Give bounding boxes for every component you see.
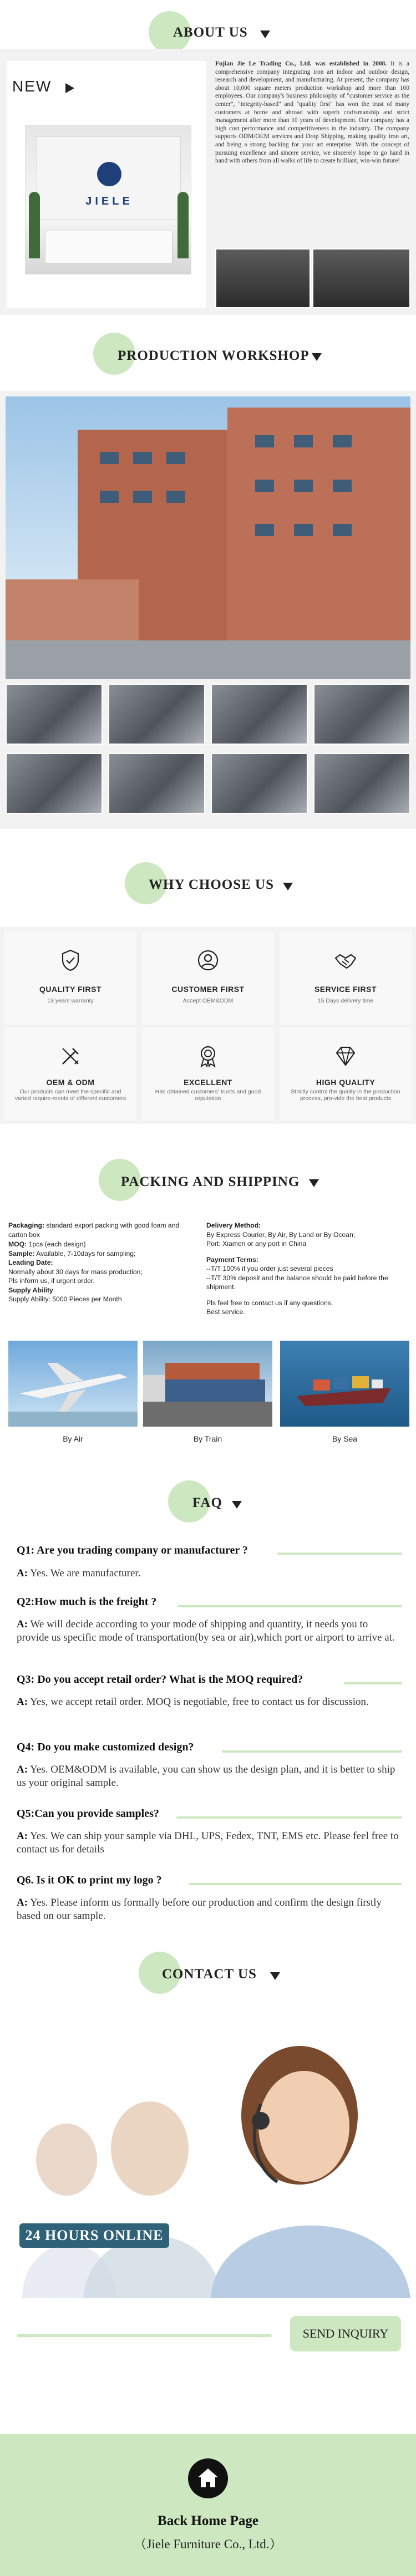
- card-subtitle: Accept OEM&ODM: [182, 997, 234, 1004]
- card-subtitle: Strictly control the quality in the production process, pro-vide the best products: [291, 1088, 400, 1102]
- packaging-label: Packaging:: [8, 1221, 45, 1229]
- faq-answer: [17, 1830, 399, 1856]
- faq-answer: [17, 1763, 399, 1790]
- window: [100, 491, 119, 503]
- section-title: FAQ: [192, 1495, 222, 1510]
- window: [166, 491, 185, 503]
- medal-icon: [196, 1044, 220, 1068]
- supply-value: Supply Ability: 5000 Pieces per Month: [8, 1295, 122, 1303]
- window: [255, 524, 274, 536]
- faq-divider: [344, 1682, 402, 1684]
- answer-text: Yes, we accept retail order. MOQ is negotiable, free to contact us for discussion.: [28, 1696, 369, 1708]
- shipping-sea-photo: [280, 1341, 409, 1427]
- diamond-icon: [333, 1044, 358, 1068]
- online-badge: 24 HOURS ONLINE: [19, 2223, 169, 2248]
- window: [333, 480, 352, 492]
- contact-us-heading: [0, 1952, 416, 2002]
- section-title: CONTACT US: [162, 1967, 257, 1982]
- card-subtitle: 13 years warranty: [47, 997, 94, 1004]
- call-center-photo: [0, 2021, 416, 2298]
- packing-heading: [0, 1159, 416, 1209]
- faq-question: Q3: Do you accept retail order? What is the MOQ required?: [17, 1673, 303, 1686]
- sample-row: [8, 1249, 180, 1259]
- moq-row: [8, 1240, 180, 1249]
- shipping-air-photo: [8, 1341, 138, 1427]
- building-lower: [6, 579, 139, 646]
- feature-card: [4, 1027, 136, 1121]
- user-circle-icon: [196, 948, 220, 973]
- answer-label: A:: [17, 1764, 28, 1775]
- card-title: HIGH QUALITY: [316, 1078, 376, 1087]
- workshop-thumbnail: [6, 684, 103, 745]
- window: [133, 452, 152, 464]
- faq-divider: [176, 1816, 402, 1819]
- caption-by-air: By Air: [63, 1434, 83, 1443]
- faq-heading: [0, 1480, 416, 1530]
- faq-divider: [189, 1883, 402, 1885]
- feature-card: [142, 931, 274, 1025]
- about-description: [215, 60, 409, 165]
- triangle-down-icon: [309, 1179, 319, 1187]
- shipping-train-photo: [143, 1341, 272, 1427]
- answer-label: A:: [17, 1696, 28, 1708]
- delivery-label: Delivery Method:: [206, 1221, 261, 1229]
- payment-value: --T/T 30% deposit and the balance should be paid before the shipment.: [206, 1274, 388, 1291]
- feature-card: [4, 931, 136, 1025]
- company-logo-text: JIELE: [85, 195, 133, 207]
- footer-panel: [0, 2434, 416, 2576]
- back-home-button[interactable]: [188, 2458, 228, 2498]
- feature-card: [142, 1027, 274, 1121]
- card-subtitle: Has obtained customers' trusts and good reputation: [155, 1088, 261, 1102]
- office-photo: [312, 248, 410, 308]
- workshop-thumbnail: [108, 753, 205, 814]
- back-home-link[interactable]: Back Home Page: [158, 2513, 258, 2528]
- reception-desk: [45, 231, 173, 264]
- caption-by-train: By Train: [193, 1434, 222, 1443]
- window: [333, 435, 352, 447]
- tools-icon: [58, 1044, 83, 1068]
- office-photo: [215, 248, 311, 308]
- triangle-down-icon: [312, 353, 322, 361]
- workshop-heading: [0, 333, 416, 383]
- faq-divider: [177, 1605, 402, 1607]
- call-center-agents-illustration: [0, 2021, 416, 2298]
- sample-label: Sample:: [8, 1249, 35, 1258]
- home-icon: [188, 2458, 228, 2498]
- handshake-icon: [333, 948, 358, 973]
- workshop-thumbnail: [211, 753, 308, 814]
- window: [333, 524, 352, 536]
- airplane-icon: [8, 1341, 138, 1427]
- why-choose-us-heading: [0, 862, 416, 912]
- payment-value: --T/T 100% if you order just several pieces: [206, 1265, 333, 1272]
- supply-label: Supply Ability: [8, 1286, 53, 1294]
- shield-check-icon: [58, 948, 83, 973]
- window: [294, 480, 313, 492]
- leading-label: Leading Date:: [8, 1259, 53, 1266]
- workshop-thumbnail: [108, 684, 205, 745]
- leading-value: Normally about 30 days for mass production;: [8, 1267, 143, 1276]
- caption-by-sea: By Sea: [332, 1434, 358, 1443]
- delivery-row: [206, 1221, 409, 1230]
- window: [294, 524, 313, 536]
- faq-question: Q2:How much is the freight ?: [17, 1596, 157, 1608]
- packing-details: [8, 1221, 180, 1304]
- arrow-right-icon: [65, 83, 74, 93]
- section-title: ABOUT US: [173, 25, 248, 40]
- ship-icon: [280, 1341, 409, 1427]
- feature-card: [280, 1027, 412, 1121]
- contact-note: Best service.: [206, 1308, 245, 1316]
- company-name: （Jiele Furniture Co., Ltd.）: [134, 2537, 282, 2551]
- window: [133, 491, 152, 503]
- faq-divider: [277, 1552, 402, 1555]
- answer-text: Yes. We can ship your sample via DHL, UPS, Fedex, TNT, EMS etc. Please feel free to contact us for details: [17, 1830, 399, 1855]
- card-title: QUALITY FIRST: [39, 985, 102, 994]
- faq-answer: [17, 1896, 399, 1923]
- answer-label: A:: [17, 1897, 28, 1908]
- delivery-value: Port: Xiamen or any port in China: [206, 1240, 307, 1248]
- send-inquiry-button[interactable]: SEND INQUIRY: [290, 2316, 401, 2351]
- faq-question: Q4: Do you make customized design?: [17, 1741, 194, 1753]
- card-title: CUSTOMER FIRST: [171, 985, 245, 994]
- card-title: EXCELLENT: [184, 1078, 232, 1087]
- window: [166, 452, 185, 464]
- triangle-down-icon: [270, 1972, 280, 1980]
- shipping-details: [206, 1221, 409, 1317]
- lobby-image: [25, 125, 191, 274]
- faq-question: Q5:Can you provide samples?: [17, 1808, 159, 1820]
- faq-question: Q1: Are you trading company or manufacturer ?: [17, 1544, 248, 1556]
- card-title: SERVICE FIRST: [314, 985, 377, 994]
- triangle-down-icon: [232, 1501, 242, 1509]
- answer-label: A:: [17, 1567, 28, 1579]
- window: [255, 435, 274, 447]
- payment-row: [206, 1255, 409, 1265]
- inquiry-divider: [17, 2334, 272, 2337]
- section-title: PRODUCTION WORKSHOP: [118, 348, 310, 363]
- workshop-thumbnail: [6, 753, 103, 814]
- window: [294, 435, 313, 447]
- triangle-down-icon: [283, 883, 293, 890]
- answer-text: We will decide according to your mode of shipping and quantity, it needs you to provide us specific mode of transportation(by sea or air),which port or airport to arrive at.: [17, 1618, 395, 1643]
- faq-answer: [17, 1696, 399, 1709]
- factory-building-photo: [6, 396, 410, 679]
- plant-icon: [177, 192, 189, 258]
- leading-value: Pls inform us, if urgent order.: [8, 1277, 95, 1285]
- moq-value: 1pcs (each design): [27, 1240, 86, 1248]
- supply-row: [8, 1286, 180, 1295]
- answer-text: Yes. Please inform us formally before our production and confirm the design firstly based on our sample.: [17, 1897, 382, 1922]
- faq-divider: [222, 1750, 402, 1753]
- answer-label: A:: [17, 1830, 28, 1842]
- workshop-thumbnail: [211, 684, 308, 745]
- answer-text: Yes. We are manufacturer.: [28, 1567, 141, 1579]
- plant-icon: [29, 192, 40, 258]
- section-title: WHY CHOOSE US: [149, 877, 275, 892]
- reception-wall: [37, 136, 181, 220]
- feature-card: [280, 931, 412, 1025]
- workshop-thumbnail: [313, 753, 410, 814]
- window: [100, 452, 119, 464]
- window: [255, 480, 274, 492]
- workshop-thumbnail: [313, 684, 410, 745]
- new-label: NEW: [12, 78, 52, 95]
- answer-label: A:: [17, 1618, 28, 1630]
- delivery-value: By Express Courier, By Air, By Land or By Ocean;: [206, 1230, 356, 1239]
- leading-row: [8, 1258, 180, 1267]
- packaging-value: standard export packing with good foam and carton box: [8, 1221, 180, 1239]
- card-subtitle: 15 Days delivery time: [317, 997, 374, 1004]
- ground: [6, 640, 410, 679]
- card-title: OEM & ODM: [46, 1078, 95, 1087]
- faq-answer: [17, 1618, 399, 1645]
- globe-logo-icon: [97, 162, 121, 186]
- moq-label: MOQ:: [8, 1240, 27, 1248]
- section-title: PACKING AND SHIPPING: [121, 1174, 300, 1189]
- triangle-down-icon: [260, 30, 270, 38]
- about-lead: Fujian Jie Le Trading Co., Ltd. was established in 2008.: [215, 60, 387, 67]
- answer-text: Yes. OEM&ODM is available, you can show us the design plan, and it is better to ship us your original sample.: [17, 1764, 395, 1789]
- sample-value: Available, 7-10days for sampling;: [34, 1249, 136, 1258]
- packaging-row: [8, 1221, 180, 1239]
- contact-note: Pls feel free to contact us if any questions.: [206, 1299, 333, 1307]
- payment-label: Payment Terms:: [206, 1255, 258, 1264]
- about-body: It is a comprehensive company integrating iron art indoor and outdoor design, research and development, and manufacturing. At present, the company has about 10,000 square meters production workshop and more than 100 employees. Our company's business philosophy of "customer service as the center", "integrity-based" and "quality first" has won the trust of many customers at home and abroad with superb craftsmanship and strict management after more than 10 years of development. Our company has a high cost performance and competitiveness in the industry. The company supports ODM/OEM services and Drop Shipping, making quality iron art, and being a strong backing for your art enterprise. With the concept of pursuing excellence and sincere service, we sincerely hope to go hand in hand with others from all walks of life to create brilliant, win-win future!: [215, 60, 409, 165]
- faq-answer: [17, 1567, 399, 1580]
- faq-question: Q6. Is it OK to print my logo ?: [17, 1874, 162, 1886]
- card-subtitle: Our products can meet the specific and varied require-ments of different customers: [15, 1088, 126, 1102]
- train-icon: [143, 1341, 272, 1427]
